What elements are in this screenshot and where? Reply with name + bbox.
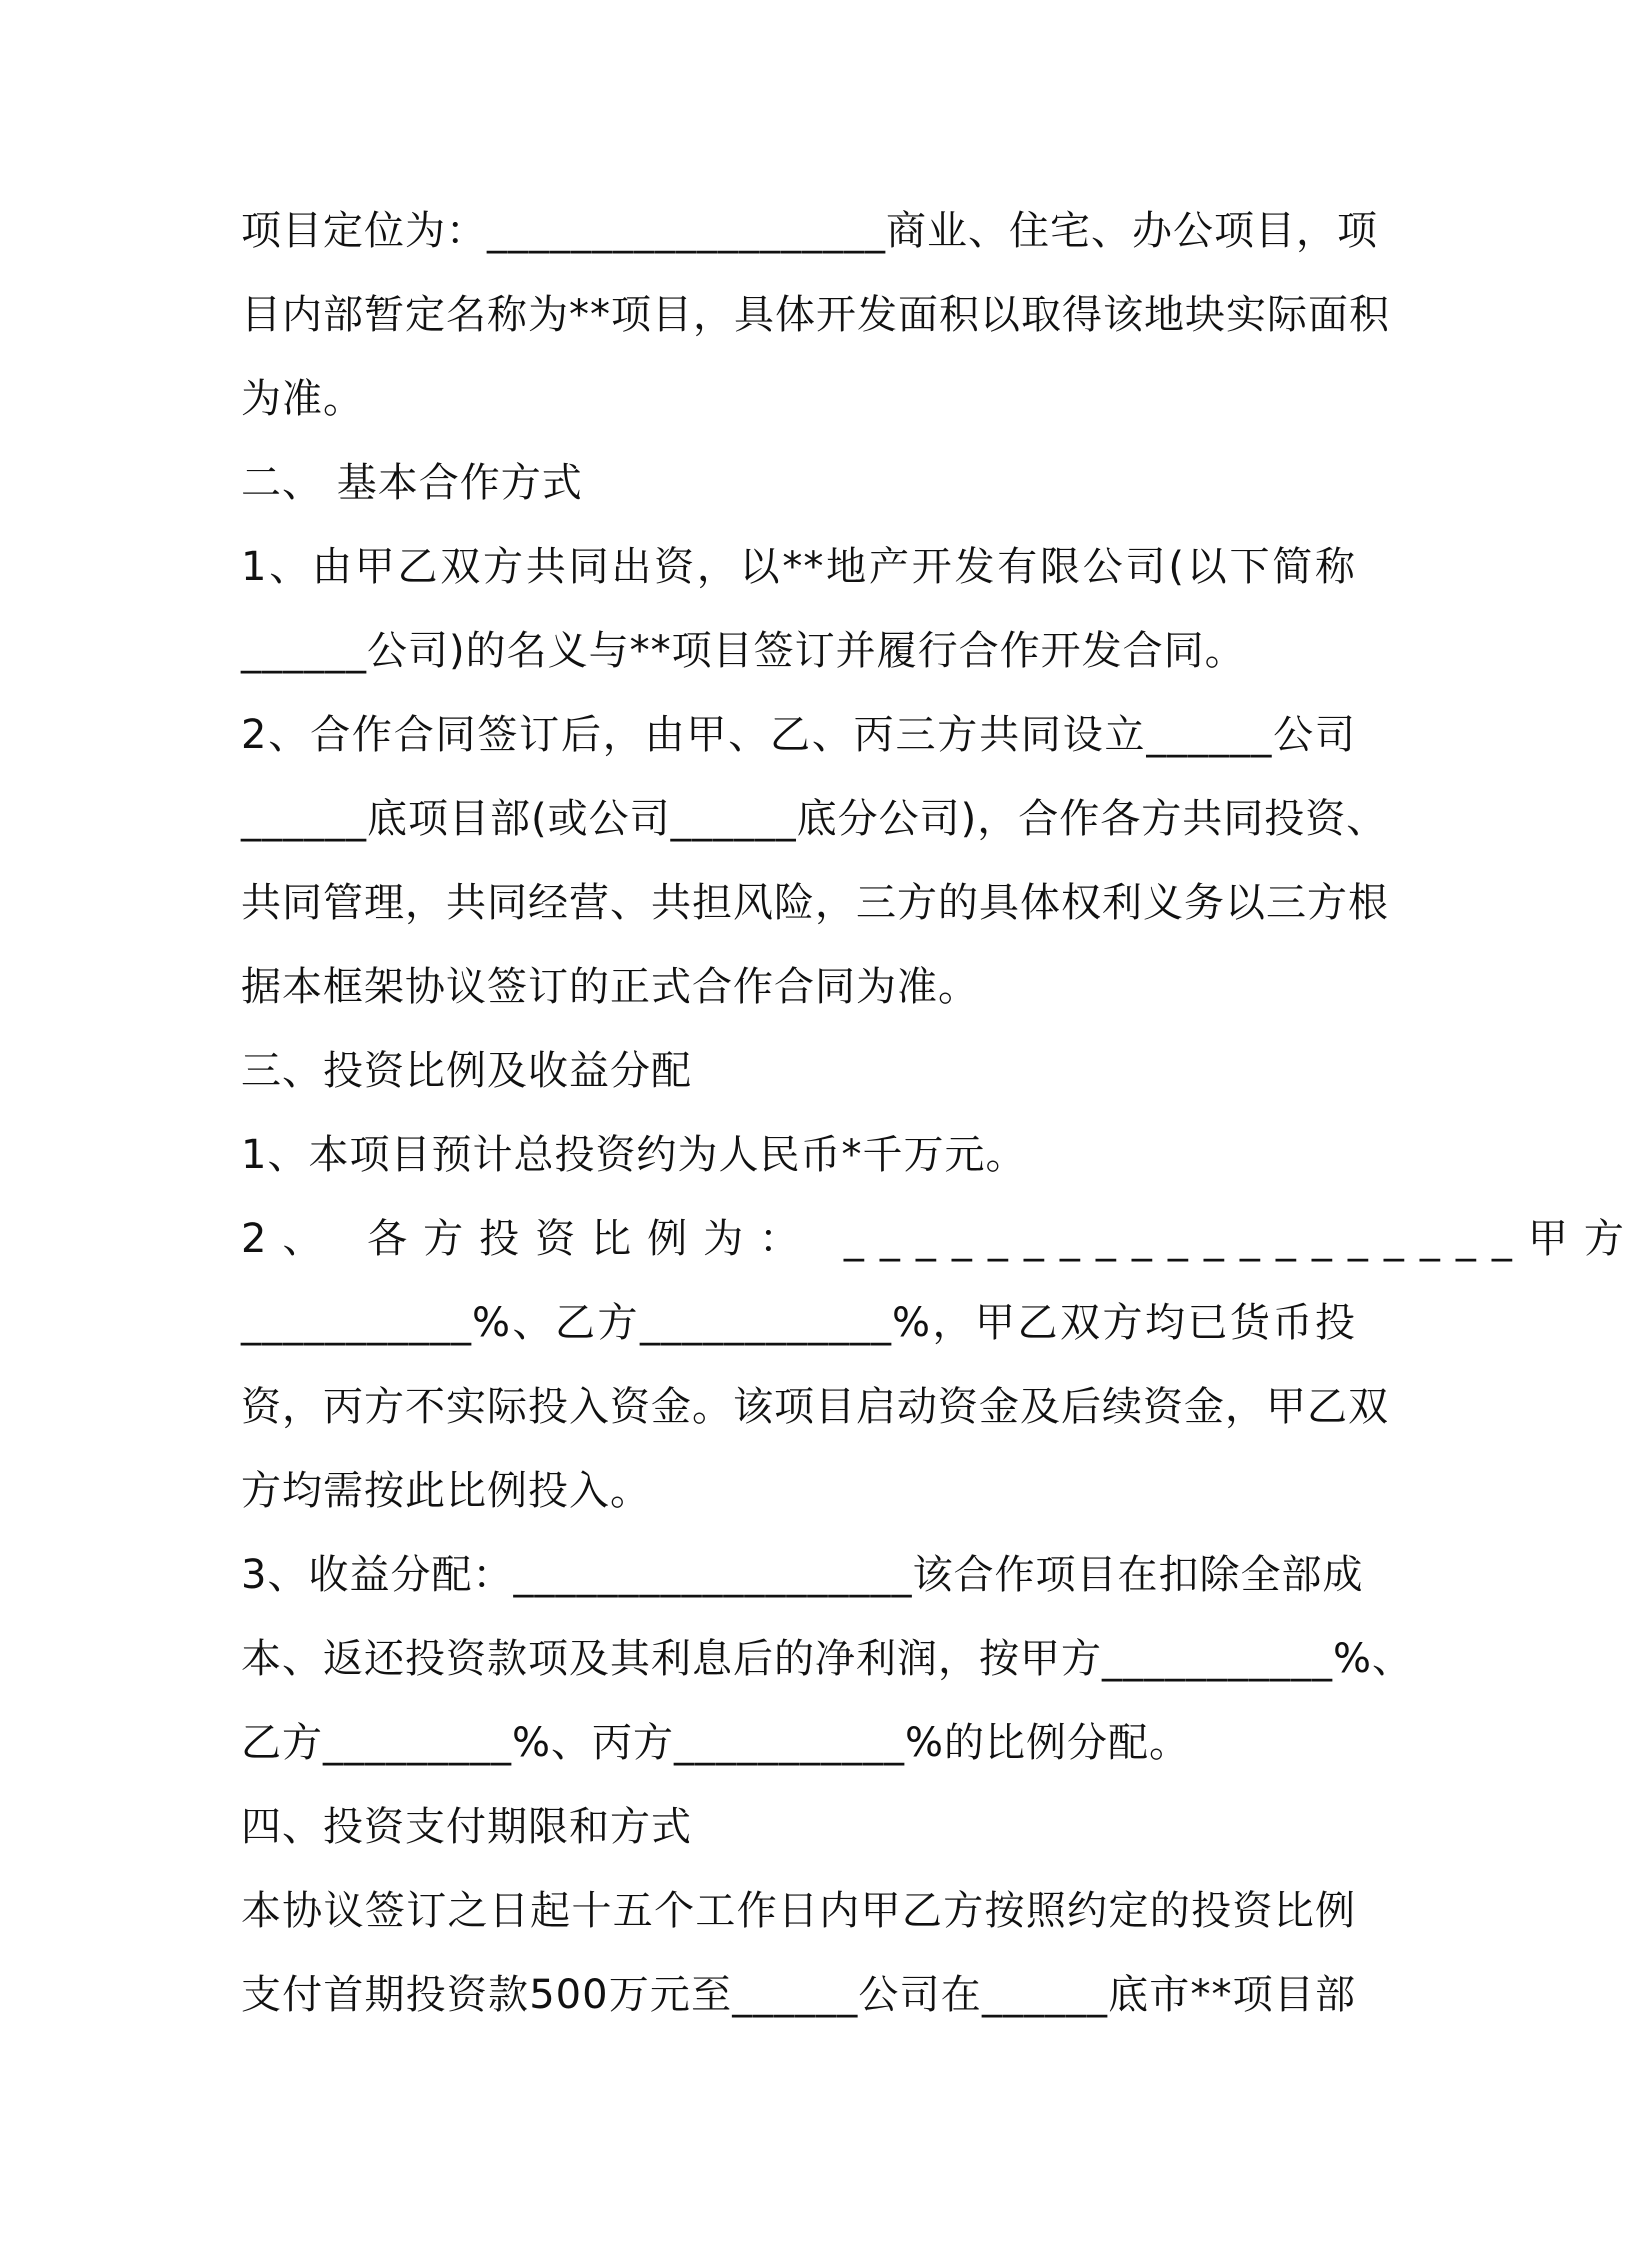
paragraph-line-joint-management: 共同管理，共同经营、共担风险，三方的具体权利义务以三方根	[241, 880, 1389, 926]
paragraph-line-startup-funds: 资，丙方不实际投入资金。该项目启动资金及后续资金，甲乙双	[241, 1384, 1389, 1430]
paragraph-line-total-investment: 1、本项目预计总投资约为人民币*千万元。	[241, 1132, 1027, 1178]
paragraph-line-distribution-ratio: 乙方_________%、丙方___________%的比例分配。	[241, 1720, 1191, 1766]
paragraph-line-party-percentages: ___________%、乙方____________%，甲乙双方均已货币投	[241, 1300, 1356, 1346]
paragraph-line-area-basis: 为准。	[241, 376, 364, 422]
paragraph-line-formal-contract: 据本框架协议签订的正式合作合同为准。	[241, 964, 979, 1010]
paragraph-line-net-profit: 本、返还投资款项及其利息后的净利润，按甲方___________%、	[241, 1636, 1414, 1682]
section-heading-investment-ratio: 三、投资比例及收益分配	[241, 1048, 692, 1094]
paragraph-line-investment-ratio: 2、 各方投资比例为： ___________________甲方	[241, 1216, 1640, 1262]
section-heading-payment-terms: 四、投资支付期限和方式	[241, 1804, 692, 1850]
paragraph-line-project-name: 目内部暂定名称为**项目，具体开发面积以取得该地块实际面积	[241, 292, 1390, 338]
paragraph-line-contract-name: ______公司)的名义与**项目签订并履行合作开发合同。	[241, 628, 1246, 674]
paragraph-line-project-department: ______底项目部(或公司______底分公司)，合作各方共同投资、	[241, 796, 1388, 842]
section-heading-cooperation-method: 二、 基本合作方式	[241, 460, 583, 506]
paragraph-line-contract-signing: 2、合作合同签订后，由甲、乙、丙三方共同设立______公司	[241, 712, 1356, 758]
paragraph-line-first-payment: 支付首期投资款500万元至______公司在______底市**项目部	[241, 1972, 1356, 2018]
paragraph-line-project-positioning: 项目定位为：___________________商业、住宅、办公项目，项	[241, 208, 1378, 254]
paragraph-line-joint-funding: 1、由甲乙双方共同出资，以**地产开发有限公司(以下简称	[241, 544, 1356, 590]
paragraph-line-proportional-input: 方均需按此比例投入。	[241, 1468, 651, 1514]
paragraph-line-payment-deadline: 本协议签订之日起十五个工作日内甲乙方按照约定的投资比例	[241, 1888, 1356, 1934]
paragraph-line-profit-distribution: 3、收益分配：___________________该合作项目在扣除全部成	[241, 1552, 1364, 1598]
